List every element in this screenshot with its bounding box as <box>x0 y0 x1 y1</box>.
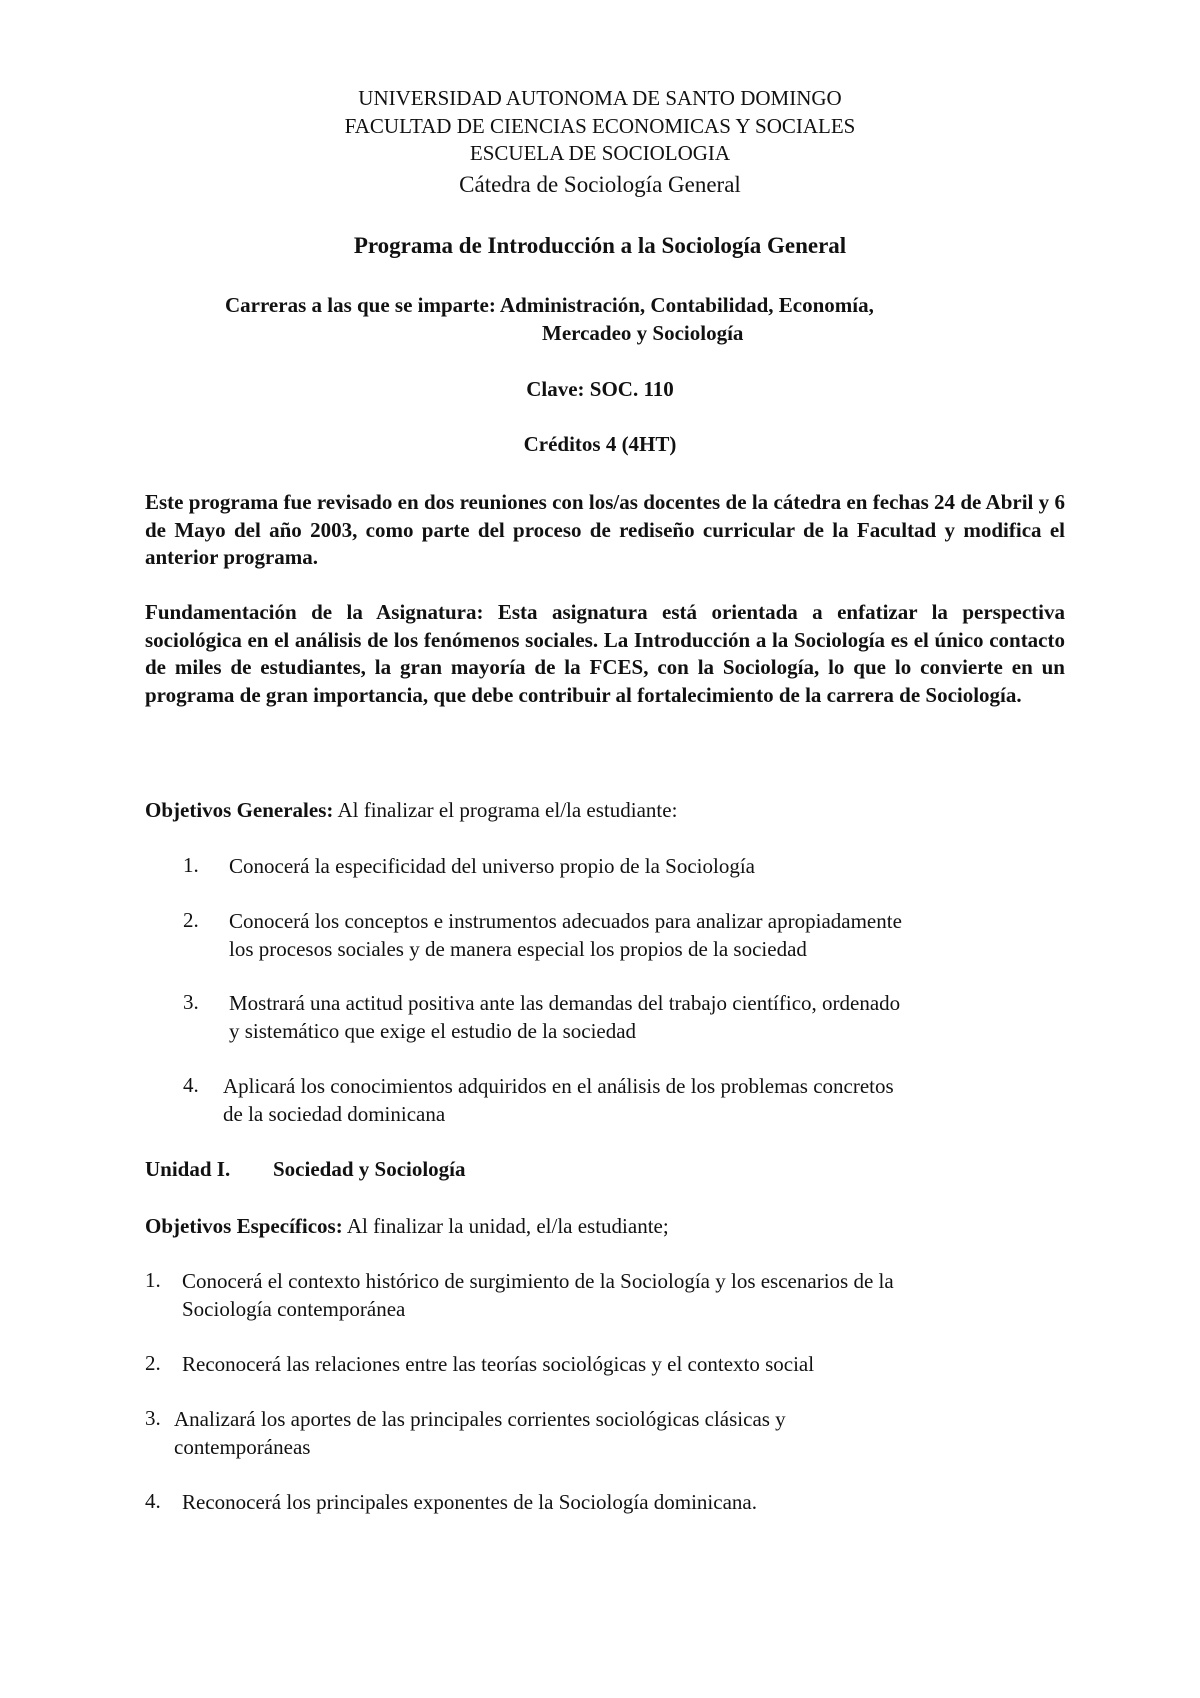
general-objectives-intro: Al finalizar el programa el/la estudiante: <box>333 798 678 822</box>
general-objective-number: 3. <box>183 990 199 1014</box>
specific-objective-item <box>174 1406 1074 1461</box>
chair-name: Cátedra de Sociología General <box>459 172 741 197</box>
general-objective-item <box>229 990 1129 1045</box>
careers-line-2: Mercadeo y Sociología <box>542 321 744 345</box>
course-code: Clave: SOC. 110 <box>526 377 674 401</box>
general-objective-line: Aplicará los conocimientos adquiridos en el análisis de los problemas concretos <box>223 1074 894 1098</box>
general-objectives-label: Objetivos Generales: <box>145 798 334 822</box>
specific-objective-line: Reconocerá las relaciones entre las teorías sociológicas y el contexto social <box>182 1352 815 1376</box>
general-objective-line: Mostrará una actitud positiva ante las demandas del trabajo científico, ordenado <box>229 991 901 1015</box>
specific-objective-number: 1. <box>145 1268 161 1292</box>
specific-objectives-intro: Al finalizar la unidad, el/la estudiante; <box>342 1214 669 1238</box>
university-name: UNIVERSIDAD AUTONOMA DE SANTO DOMINGO <box>358 86 842 110</box>
general-objective-item <box>229 908 1129 963</box>
specific-objective-line: Analizará los aportes de las principales corrientes sociológicas clásicas y <box>174 1407 786 1431</box>
document-title: Programa de Introducción a la Sociología General <box>353 233 847 258</box>
specific-objective-line: contemporáneas <box>174 1434 311 1459</box>
general-objective-number: 2. <box>183 908 199 932</box>
course-credits: Créditos 4 (4HT) <box>523 432 677 456</box>
school-name: ESCUELA DE SOCIOLOGIA <box>469 141 731 165</box>
specific-objective-line: Conocerá el contexto histórico de surgimiento de la Sociología y los escenarios de la <box>182 1269 894 1293</box>
general-objectives-heading <box>145 797 677 825</box>
course-rationale: Fundamentación de la Asignatura: Esta asignatura está orientada a enfatizar la perspectiva sociológica en el análisis de los fenómenos sociales. La Introducción a la Sociología es el único contacto de miles de estudiantes, la gran mayoría de la FCES, con la Sociología, lo que lo convierte en un programa de gran importancia, que debe contribuir al fortalecimiento de la carrera de Sociología. <box>145 600 1065 707</box>
general-objective-line: los procesos sociales y de manera especial los propios de la sociedad <box>229 936 807 961</box>
revision-note: Este programa fue revisado en dos reuniones con los/as docentes de la cátedra en fechas 24 de Abril y 6 de Mayo del año 2003, como parte del proceso de rediseño curricular de la Facultad y modifica el anterior programa. <box>145 490 1065 570</box>
specific-objective-number: 3. <box>145 1406 161 1430</box>
specific-objectives-label: Objetivos Específicos: <box>145 1214 343 1238</box>
faculty-name: FACULTAD DE CIENCIAS ECONOMICAS Y SOCIALES <box>344 114 856 138</box>
careers-line-1: Carreras a las que se imparte: Administración, Contabilidad, Economía, <box>225 293 874 317</box>
specific-objectives-heading <box>145 1213 669 1241</box>
specific-objective-line: Reconocerá los principales exponentes de la Sociología dominicana. <box>182 1490 757 1514</box>
unit-title: Sociedad y Sociología <box>273 1157 466 1181</box>
specific-objective-item <box>182 1489 1082 1517</box>
specific-objective-line: Sociología contemporánea <box>182 1296 406 1321</box>
general-objective-item <box>229 853 1129 881</box>
unit-label: Unidad I. <box>145 1157 231 1181</box>
specific-objective-item <box>182 1268 1082 1323</box>
specific-objective-number: 4. <box>145 1489 161 1513</box>
specific-objective-item <box>182 1351 1082 1379</box>
general-objective-item <box>223 1073 1123 1128</box>
general-objective-line: Conocerá la especificidad del universo propio de la Sociología <box>229 854 755 878</box>
general-objective-line: y sistemático que exige el estudio de la sociedad <box>229 1018 637 1043</box>
general-objective-line: Conocerá los conceptos e instrumentos adecuados para analizar apropiadamente <box>229 909 902 933</box>
general-objective-number: 1. <box>183 853 199 877</box>
specific-objective-number: 2. <box>145 1351 161 1375</box>
general-objective-line: de la sociedad dominicana <box>223 1101 446 1126</box>
general-objective-number: 4. <box>183 1073 199 1097</box>
